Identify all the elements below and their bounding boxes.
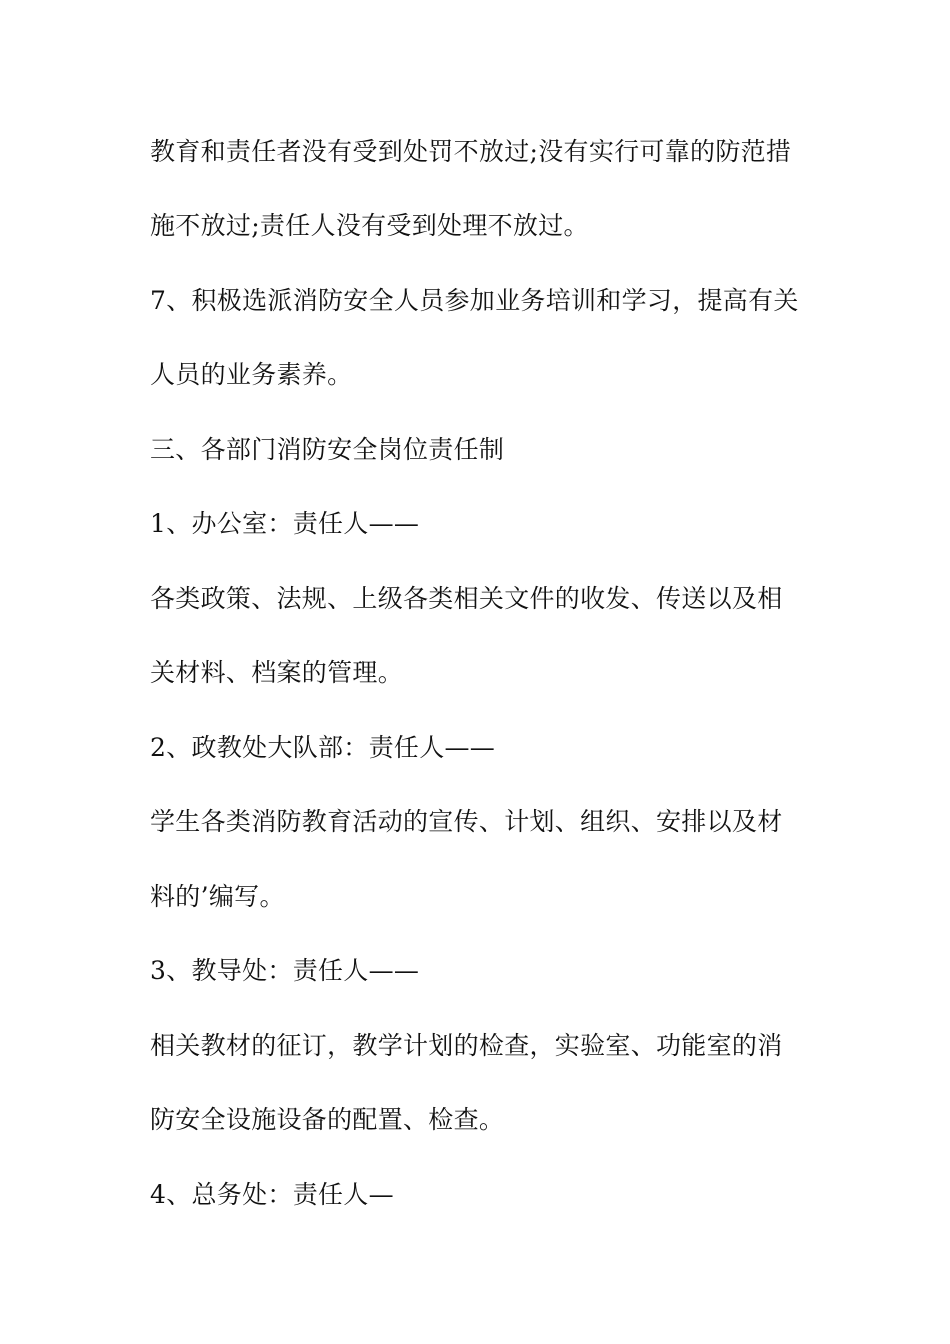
text-line-9: 2、政教处大队部：责任人——: [150, 733, 496, 762]
text-line-4: 人员的业务素养。: [150, 360, 353, 389]
text-line-8: 关材料、档案的管理。: [150, 658, 404, 687]
text-line-7: 各类政策、法规、上级各类相关文件的收发、传送以及相: [150, 584, 783, 613]
text-line-1: 教育和责任者没有受到处罚不放过;没有实行可靠的防范措: [150, 137, 792, 166]
text-line-13: 相关教材的征订，教学计划的检查，实验室、功能室的消: [150, 1031, 783, 1060]
text-line-3: 7、积极选派消防安全人员参加业务培训和学习，提高有关: [150, 286, 799, 315]
text-line-2: 施不放过;责任人没有受到处理不放过。: [150, 211, 589, 240]
text-line-12: 3、教导处：责任人——: [150, 956, 420, 985]
text-line-14: 防安全设施设备的配置、检查。: [150, 1105, 505, 1134]
text-line-6: 1、办公室：责任人——: [150, 509, 420, 538]
text-line-10: 学生各类消防教育活动的宣传、计划、组织、安排以及材: [150, 807, 783, 836]
text-line-11: 料的’编写。: [150, 882, 285, 911]
text-line-15: 4、总务处：责任人—: [150, 1180, 394, 1209]
section-heading: 三、各部门消防安全岗位责任制: [150, 435, 505, 464]
